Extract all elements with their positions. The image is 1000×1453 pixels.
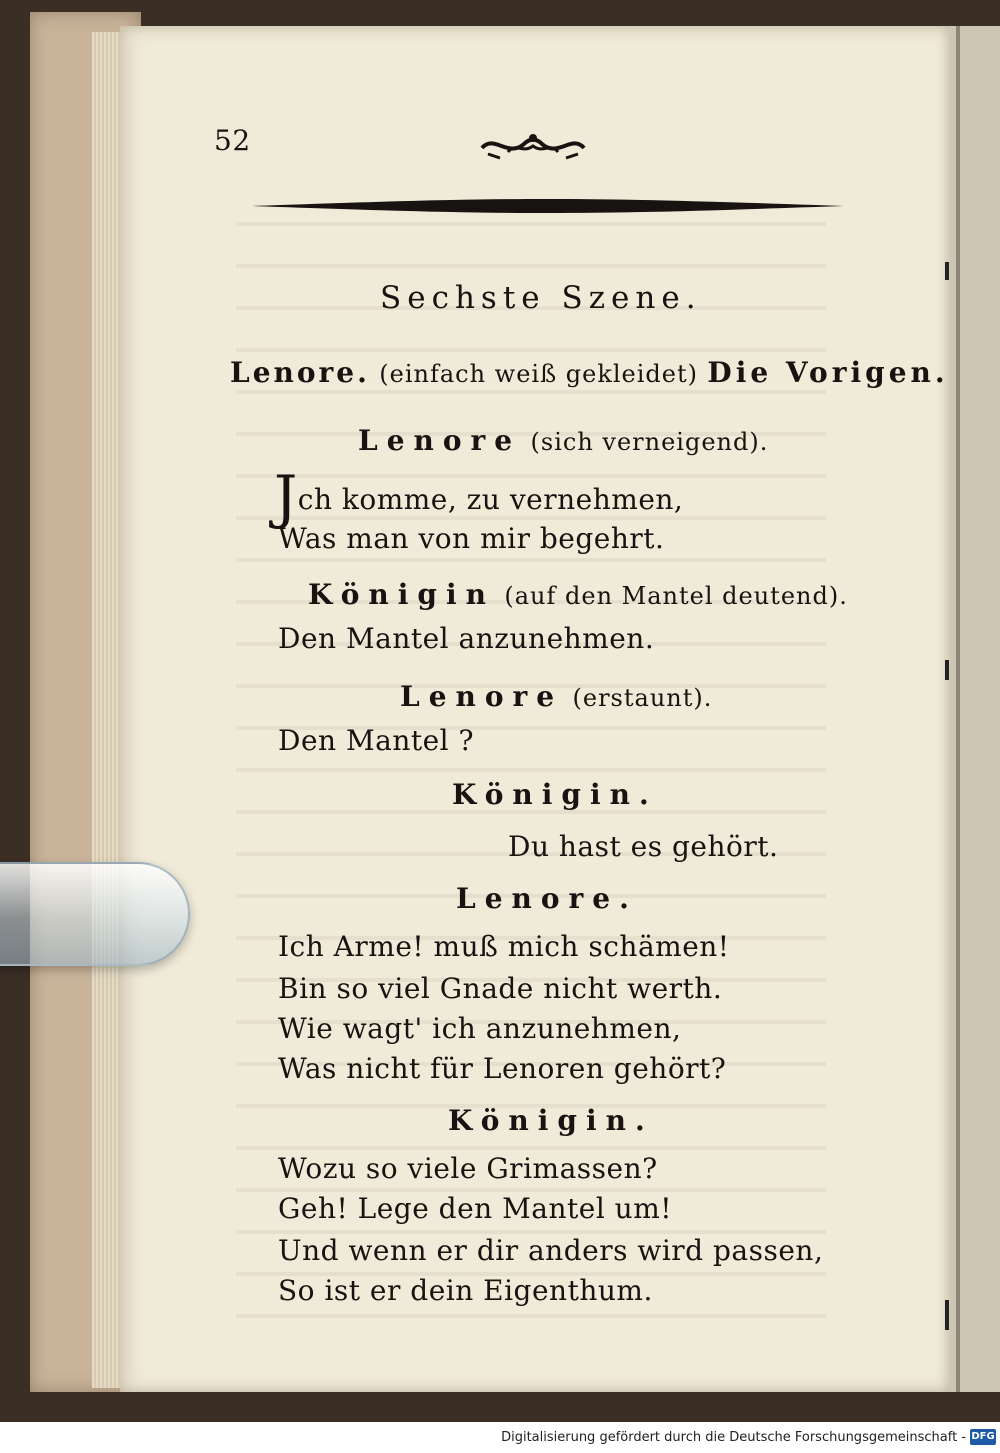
speaker-line: Königin. <box>452 778 658 811</box>
verse-line: Den Mantel anzunehmen. <box>278 622 655 655</box>
speaker-line <box>400 680 712 713</box>
verse-line: Was man von mir begehrt. <box>278 522 665 555</box>
verse-line: Wie wagt' ich anzunehmen, <box>278 1012 682 1045</box>
binding-thread-mark <box>945 1300 949 1330</box>
stage-direction: (auf den Mantel deutend). <box>504 582 848 610</box>
verse-line: Und wenn er dir anders wird passen, <box>278 1234 824 1267</box>
cast-stage-direction: (einfach weiß gekleidet) <box>379 360 699 388</box>
verse-line: Den Mantel ? <box>278 724 475 757</box>
glass-page-weight <box>0 862 190 966</box>
floral-vignette-icon <box>478 124 588 164</box>
binding-thread-mark <box>945 660 949 680</box>
cast-others: Die Vorigen. <box>707 356 949 389</box>
speaker-line: Lenore. <box>456 882 638 915</box>
drop-cap: J <box>274 463 298 531</box>
footer-credit: Digitalisierung gefördert durch die Deutsche Forschungsgemeinschaft - <box>501 1430 966 1445</box>
scene-heading: Sechste Szene. <box>380 280 702 316</box>
verse-line: Bin so viel Gnade nicht werth. <box>278 972 723 1005</box>
speaker-name: Lenore <box>400 680 564 713</box>
verse-line: Was nicht für Lenoren gehört? <box>278 1052 727 1085</box>
stage-direction: (sich verneigend). <box>530 428 769 456</box>
stage-direction: (erstaunt). <box>572 684 713 712</box>
right-page-edge <box>950 26 1000 1392</box>
cast-speaker: Lenore. <box>230 356 370 389</box>
dfg-logo: DFG <box>970 1429 996 1445</box>
verse-line: Wozu so viele Grimassen? <box>278 1152 658 1185</box>
verse-line: So ist er dein Eigenthum. <box>278 1274 653 1307</box>
tapered-rule <box>252 196 844 216</box>
cast-line <box>230 356 949 389</box>
page-number: 52 <box>214 124 251 157</box>
verse-line: Geh! Lege den Mantel um! <box>278 1192 673 1225</box>
verse-line: Du hast es gehört. <box>508 830 779 863</box>
speaker-name: Königin <box>308 578 495 611</box>
speaker-name: Lenore <box>358 424 522 457</box>
verse-line <box>274 463 684 531</box>
verse-line: Ich Arme! muß mich schämen! <box>278 930 730 963</box>
speaker-line <box>308 578 848 611</box>
binding-thread-mark <box>945 262 949 280</box>
speaker-line: Königin. <box>448 1104 654 1137</box>
verse-text: ch komme, zu vernehmen, <box>297 483 684 516</box>
speaker-line <box>358 424 768 457</box>
